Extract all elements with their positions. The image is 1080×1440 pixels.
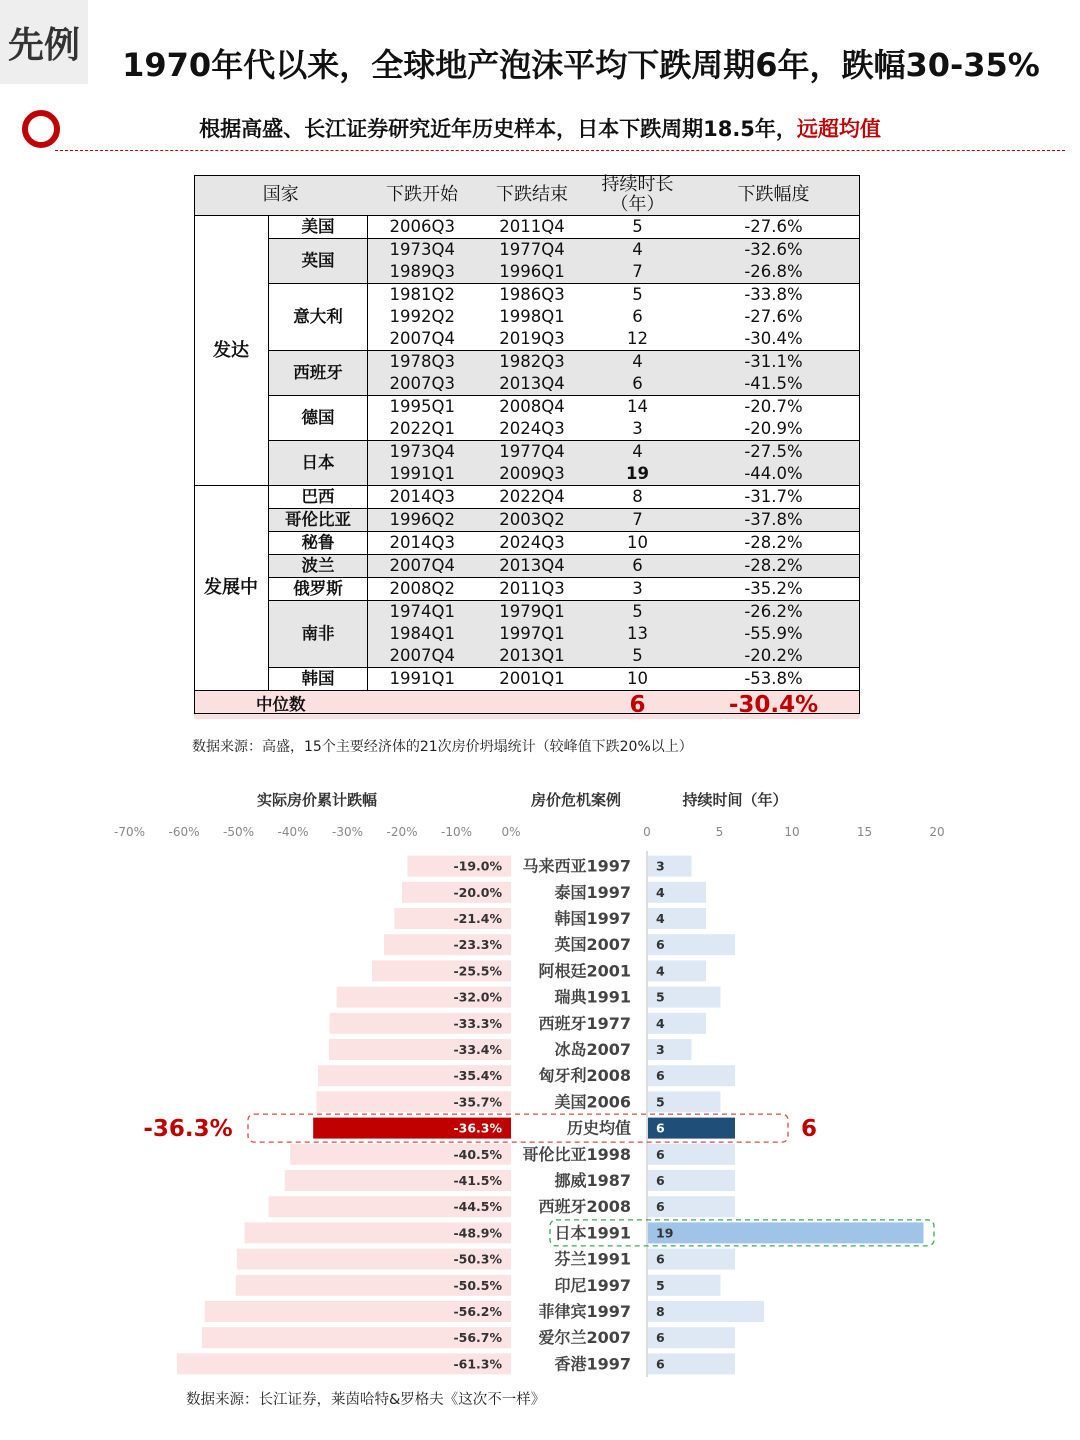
right-bar bbox=[648, 1222, 924, 1243]
left-bar-label: -25.5% bbox=[453, 963, 502, 979]
country-cell: 韩国 bbox=[269, 668, 368, 691]
category-label: 历史均值 bbox=[566, 1118, 631, 1138]
country-cell: 英国 bbox=[269, 239, 368, 284]
table-cell: 1973Q4 bbox=[368, 441, 477, 464]
table-cell: -41.5% bbox=[688, 373, 860, 396]
table-cell: 2007Q4 bbox=[368, 555, 477, 578]
left-bar-label: -41.5% bbox=[453, 1173, 502, 1188]
category-label: 香港1997 bbox=[554, 1354, 631, 1374]
table-cell: 10 bbox=[588, 532, 688, 555]
right-bar-label: 6 bbox=[656, 937, 665, 953]
category-label: 阿根廷2001 bbox=[538, 961, 631, 981]
country-cell: 波兰 bbox=[269, 555, 368, 578]
table-cell: 13 bbox=[588, 623, 688, 645]
table-row bbox=[194, 532, 860, 555]
country-cell: 哥伦比亚 bbox=[269, 509, 368, 532]
country-cell: 德国 bbox=[269, 396, 368, 441]
source-note-table: 数据来源：高盛，15个主要经济体的21次房价坍塌统计（较峰值下跌20%以上） bbox=[192, 739, 693, 755]
left-bar-label: -56.7% bbox=[453, 1330, 502, 1346]
right-bar-label: 8 bbox=[656, 1304, 665, 1319]
right-bar-label: 5 bbox=[656, 989, 665, 1005]
left-tick-label: -60% bbox=[168, 825, 200, 839]
subtitle-highlight: 远超均值 bbox=[796, 117, 881, 141]
table-row bbox=[194, 216, 860, 239]
table-cell: 2024Q3 bbox=[499, 419, 565, 438]
table-cell: 5 bbox=[632, 217, 643, 236]
left-bar-label: -61.3% bbox=[453, 1356, 502, 1372]
table-cell: 2007Q4 bbox=[389, 329, 455, 348]
left-bar-label: -21.4% bbox=[453, 911, 502, 926]
right-bar-label: 4 bbox=[656, 884, 665, 900]
table-cell: 2022Q1 bbox=[389, 419, 455, 438]
category-label: 冰岛2007 bbox=[554, 1040, 631, 1059]
right-bar bbox=[648, 1039, 692, 1060]
right-bar bbox=[648, 1301, 764, 1322]
table-cell: 10 bbox=[588, 668, 688, 691]
right-bar-label: 6 bbox=[656, 1120, 665, 1136]
country-cell: 美国 bbox=[269, 216, 368, 239]
table-cell: 2007Q3 bbox=[368, 373, 477, 396]
table-cell: 6 bbox=[588, 555, 688, 578]
table-cell: 1984Q1 bbox=[368, 623, 477, 645]
table-cell: -31.1% bbox=[688, 351, 860, 374]
table-cell: 1997Q1 bbox=[477, 623, 588, 645]
left-bar-label: -23.3% bbox=[453, 937, 502, 953]
right-tick-label: 5 bbox=[715, 825, 724, 839]
left-callout: -36.3% bbox=[143, 1116, 233, 1143]
right-bar-label: 4 bbox=[656, 911, 665, 926]
country-cell: 秘鲁 bbox=[269, 532, 368, 555]
left-tick-label: -30% bbox=[331, 825, 364, 839]
table-row bbox=[194, 441, 860, 464]
table-cell: 2013Q1 bbox=[477, 645, 588, 668]
housing-decline-table bbox=[194, 175, 860, 719]
table-cell: 6 bbox=[588, 373, 688, 396]
category-label: 挪威1987 bbox=[554, 1171, 631, 1190]
table-cell: 1991Q1 bbox=[368, 668, 477, 691]
table-cell: 1977Q4 bbox=[477, 239, 588, 262]
country-cell: 南非 bbox=[269, 601, 368, 668]
table-cell: 1982Q3 bbox=[477, 351, 588, 374]
table-cell: 19 bbox=[588, 463, 688, 486]
table-cell: 2013Q4 bbox=[477, 555, 588, 578]
table-cell: -27.5% bbox=[688, 441, 860, 464]
country-cell: 俄罗斯 bbox=[269, 578, 368, 601]
right-callout: 6 bbox=[800, 1116, 818, 1143]
left-bar-label: -32.0% bbox=[453, 989, 502, 1005]
left-bar-label: -48.9% bbox=[453, 1225, 502, 1241]
table-cell: 2007Q4 bbox=[368, 645, 477, 668]
table-cell: 3 bbox=[588, 578, 688, 601]
category-label: 哥伦比亚1998 bbox=[522, 1144, 631, 1164]
right-tick-label: 20 bbox=[929, 825, 945, 839]
right-tick-label: 15 bbox=[856, 825, 873, 839]
table-cell: -26.8% bbox=[688, 261, 860, 284]
table-row bbox=[194, 284, 860, 307]
median-label: 中位数 bbox=[194, 691, 368, 720]
table-row bbox=[194, 396, 860, 419]
median-row bbox=[194, 691, 860, 720]
table-cell: 1977Q4 bbox=[477, 441, 588, 464]
country-cell: 意大利 bbox=[269, 284, 368, 351]
left-bar-label: -56.2% bbox=[453, 1304, 502, 1319]
median-decline: -30.4% bbox=[688, 691, 860, 720]
right-bar-label: 19 bbox=[656, 1225, 674, 1241]
right-bar-label: 4 bbox=[656, 1015, 665, 1031]
category-label: 匈牙利2008 bbox=[538, 1066, 631, 1086]
left-bar-label: -33.4% bbox=[453, 1042, 502, 1057]
header-end: 下跌结束 bbox=[477, 175, 588, 216]
table-row bbox=[194, 601, 860, 624]
left-bar-label: -35.4% bbox=[453, 1068, 502, 1084]
table-cell: 1992Q2 bbox=[389, 307, 455, 326]
right-bar-label: 3 bbox=[656, 858, 665, 874]
chart-left-header: 实际房价累计跌幅 bbox=[256, 791, 378, 809]
table-cell: 2003Q2 bbox=[477, 509, 588, 532]
category-label: 印尼1997 bbox=[554, 1275, 631, 1295]
table-cell: 2022Q4 bbox=[477, 486, 588, 509]
table-cell: 1998Q1 bbox=[499, 307, 565, 326]
table-cell: 14 bbox=[588, 396, 688, 419]
category-label: 西班牙2008 bbox=[538, 1197, 631, 1217]
table-cell: 8 bbox=[588, 486, 688, 509]
table-cell: -53.8% bbox=[688, 668, 860, 691]
header-start: 下跌开始 bbox=[368, 175, 477, 216]
table-cell: -55.9% bbox=[688, 623, 860, 645]
table-cell: 2024Q3 bbox=[477, 532, 588, 555]
housing-crisis-chart bbox=[0, 780, 1080, 1380]
table-cell: -32.6% bbox=[688, 239, 860, 262]
ring-icon bbox=[22, 110, 60, 148]
header-decline: 下跌幅度 bbox=[688, 175, 860, 216]
left-tick-label: -50% bbox=[222, 825, 255, 839]
category-label: 韩国1997 bbox=[554, 909, 631, 928]
header-country: 国家 bbox=[194, 175, 368, 216]
group-developing: 发展中 bbox=[194, 486, 269, 691]
category-label: 爱尔兰2007 bbox=[538, 1328, 631, 1348]
table-cell: -31.7% bbox=[688, 486, 860, 509]
left-tick-label: -10% bbox=[440, 825, 473, 839]
table-cell: 1996Q1 bbox=[477, 261, 588, 284]
table-cell: 1981Q2 bbox=[368, 284, 477, 307]
table-cell: 5 bbox=[588, 645, 688, 668]
chart-right-header: 持续时间（年） bbox=[682, 791, 788, 809]
table-cell: -37.8% bbox=[688, 509, 860, 532]
right-bar-label: 6 bbox=[656, 1146, 665, 1162]
left-bar-label: -50.5% bbox=[453, 1277, 502, 1293]
table-row bbox=[194, 578, 860, 601]
table-cell: -35.2% bbox=[688, 578, 860, 601]
right-bar-label: 6 bbox=[656, 1173, 665, 1188]
left-bar-label: -36.3% bbox=[453, 1120, 502, 1136]
category-label: 西班牙1977 bbox=[538, 1013, 631, 1033]
country-cell: 西班牙 bbox=[269, 351, 368, 396]
table-cell: 2014Q3 bbox=[368, 532, 477, 555]
table-cell: -44.0% bbox=[688, 463, 860, 486]
category-label: 芬兰1991 bbox=[554, 1249, 631, 1269]
table-cell: -28.2% bbox=[688, 532, 860, 555]
table-cell: 1979Q1 bbox=[477, 601, 588, 624]
page-subtitle bbox=[60, 113, 1020, 143]
chart-middle-header: 房价危机案例 bbox=[530, 791, 622, 809]
table-cell: 1973Q4 bbox=[368, 239, 477, 262]
right-tick-label: 0 bbox=[643, 825, 651, 839]
table-cell: -20.9% bbox=[744, 419, 803, 438]
table-header-row bbox=[194, 175, 860, 216]
right-bar-label: 3 bbox=[656, 1042, 665, 1057]
example-tag: 先例 bbox=[0, 0, 88, 84]
left-tick-label: 0% bbox=[501, 825, 521, 839]
table-row bbox=[194, 351, 860, 374]
table-cell: 4 bbox=[588, 441, 688, 464]
right-bar-label: 5 bbox=[656, 1277, 665, 1293]
header-duration: 持续时长（年） bbox=[588, 175, 688, 216]
table-cell: 1996Q2 bbox=[368, 509, 477, 532]
right-bar-label: 4 bbox=[656, 963, 665, 979]
group-developed: 发达 bbox=[194, 216, 269, 486]
table-cell: 2001Q1 bbox=[477, 668, 588, 691]
category-label: 瑞典1991 bbox=[554, 987, 631, 1007]
source-note-chart: 数据来源：长江证券，莱茵哈特&罗格夫《这次不一样》 bbox=[186, 1392, 546, 1408]
table-cell: -27.6% bbox=[744, 217, 803, 236]
table-cell: 1995Q1 bbox=[368, 396, 477, 419]
table-cell: 4 bbox=[588, 351, 688, 374]
table-cell: 7 bbox=[588, 509, 688, 532]
category-label: 泰国1997 bbox=[554, 882, 631, 902]
left-bar-label: -33.3% bbox=[453, 1015, 502, 1031]
page-title: 1970年代以来，全球地产泡沫平均下跌周期6年，跌幅30-35% bbox=[122, 46, 1040, 84]
left-tick-label: -20% bbox=[386, 825, 418, 839]
median-duration: 6 bbox=[588, 691, 688, 720]
table-cell: 2011Q4 bbox=[499, 217, 565, 236]
right-bar-label: 6 bbox=[656, 1330, 665, 1346]
category-label: 菲律宾1997 bbox=[538, 1302, 631, 1321]
table-cell: 2011Q3 bbox=[477, 578, 588, 601]
table-cell: 2014Q3 bbox=[368, 486, 477, 509]
table-row bbox=[194, 486, 860, 509]
table-cell: 1986Q3 bbox=[477, 284, 588, 307]
table-cell: -20.7% bbox=[688, 396, 860, 419]
category-label: 美国2006 bbox=[554, 1092, 631, 1112]
table-cell: 2008Q4 bbox=[477, 396, 588, 419]
right-bar-label: 6 bbox=[656, 1068, 665, 1084]
table-cell: 5 bbox=[588, 284, 688, 307]
table-row bbox=[194, 668, 860, 691]
table-cell: 2009Q3 bbox=[477, 463, 588, 486]
table-cell: 1989Q3 bbox=[368, 261, 477, 284]
right-bar-label: 5 bbox=[656, 1094, 665, 1110]
category-label: 马来西亚1997 bbox=[522, 856, 631, 876]
right-bar-label: 6 bbox=[656, 1199, 665, 1215]
right-bar-label: 6 bbox=[656, 1251, 665, 1267]
country-cell: 日本 bbox=[269, 441, 368, 486]
left-bar-label: -44.5% bbox=[453, 1199, 502, 1215]
table-cell: -27.6% bbox=[744, 307, 803, 326]
left-bar-label: -40.5% bbox=[453, 1146, 502, 1162]
table-cell: 3 bbox=[632, 419, 643, 438]
table-cell: 2006Q3 bbox=[389, 217, 455, 236]
dashed-divider bbox=[55, 150, 1065, 151]
category-label: 日本1991 bbox=[554, 1223, 631, 1243]
table-cell: 2013Q4 bbox=[477, 373, 588, 396]
table-cell: 1991Q1 bbox=[368, 463, 477, 486]
left-bar-label: -20.0% bbox=[453, 884, 502, 900]
table-cell: -33.8% bbox=[688, 284, 860, 307]
table-cell: 4 bbox=[588, 239, 688, 262]
table-cell: 2019Q3 bbox=[499, 329, 565, 348]
right-tick-label: 10 bbox=[784, 825, 800, 839]
table-row bbox=[194, 555, 860, 578]
left-tick-label: -70% bbox=[113, 825, 146, 839]
left-tick-label: -40% bbox=[277, 825, 309, 839]
table-cell: 5 bbox=[588, 601, 688, 624]
table-cell: 1978Q3 bbox=[368, 351, 477, 374]
table-cell: -20.2% bbox=[688, 645, 860, 668]
table-cell: 1974Q1 bbox=[368, 601, 477, 624]
left-bar-label: -50.3% bbox=[453, 1251, 502, 1267]
left-bar-label: -19.0% bbox=[453, 858, 502, 874]
table-cell: -30.4% bbox=[744, 329, 803, 348]
table-cell: 6 bbox=[632, 307, 643, 326]
right-bar-label: 6 bbox=[656, 1356, 665, 1372]
table-row bbox=[194, 509, 860, 532]
table-row bbox=[194, 239, 860, 262]
right-bar bbox=[648, 856, 692, 877]
table-cell: 12 bbox=[627, 329, 648, 348]
table-cell: -26.2% bbox=[688, 601, 860, 624]
left-bar-label: -35.7% bbox=[453, 1094, 502, 1110]
subtitle-text: 根据高盛、长江证券研究近年历史样本，日本下跌周期18.5年， bbox=[199, 117, 797, 141]
category-label: 英国2007 bbox=[554, 935, 631, 955]
country-cell: 巴西 bbox=[269, 486, 368, 509]
table-cell: 7 bbox=[588, 261, 688, 284]
table-cell: -28.2% bbox=[688, 555, 860, 578]
table-cell: 2008Q2 bbox=[368, 578, 477, 601]
